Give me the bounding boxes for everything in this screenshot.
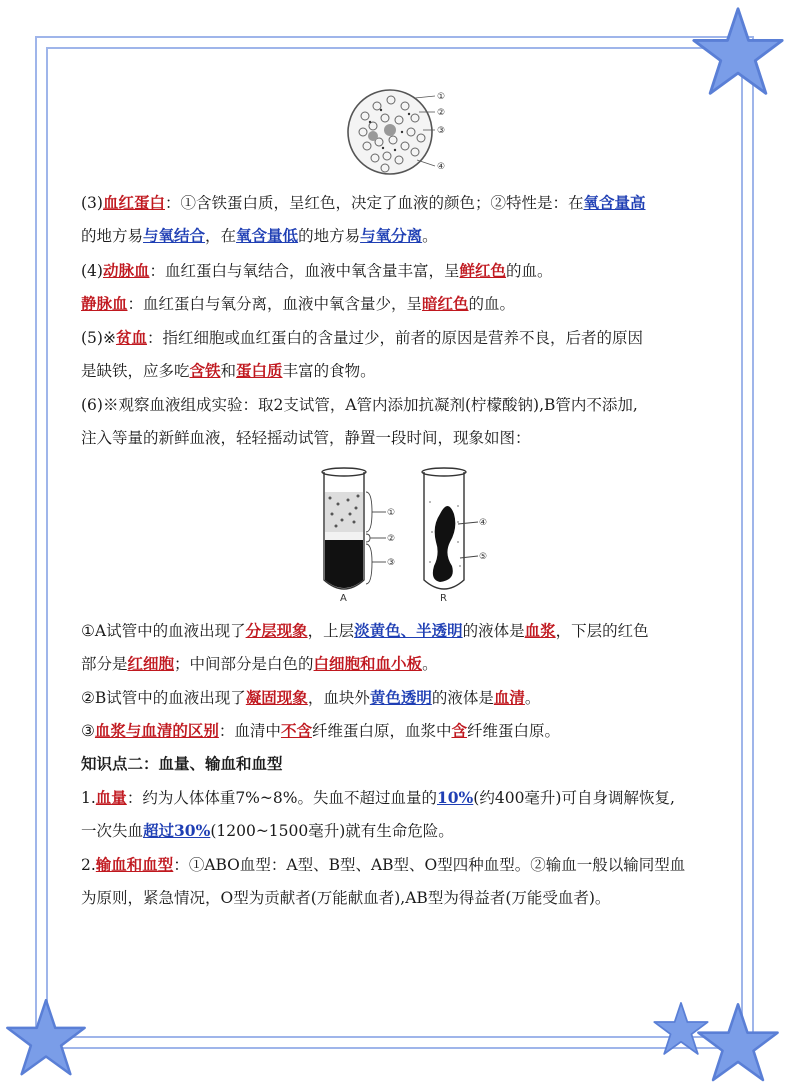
text-segment: (约400毫升)可自身调解恢复, [473, 789, 675, 807]
key-term: 红细胞 [127, 654, 175, 673]
text-segment: ，在 [205, 227, 237, 245]
text-segment: ：血红蛋白与氧分离，血液中氧含量少，呈 [127, 295, 423, 313]
text-segment: 注入等量的新鲜血液，轻轻摇动试管，静置一段时间，现象如图： [81, 429, 531, 447]
cell-label-1: ① [437, 92, 446, 102]
star-icon-bottom-left [4, 996, 88, 1080]
key-term: 血浆 [524, 621, 556, 640]
text-line-6 [81, 360, 376, 382]
text-segment: ；中间部分是白色的 [174, 655, 314, 673]
key-term: 静脉血 [81, 294, 128, 313]
text-line-5 [81, 327, 643, 349]
text-line-3 [81, 260, 553, 282]
text-segment: ：①含铁蛋白质，呈红色，决定了血液的颜色；②特性是：在 [164, 194, 584, 212]
tube-b-label-4: ④ [479, 518, 488, 528]
tube-b [422, 468, 466, 602]
tube-b-label: R [440, 593, 447, 602]
text-segment: 1. [81, 789, 96, 807]
text-segment: ，下层的红色 [555, 622, 649, 640]
tube-a [322, 468, 366, 602]
key-term: 血清 [493, 688, 525, 707]
key-term: 鲜红色 [459, 261, 507, 280]
text-segment: 的地方易 [298, 227, 361, 245]
text-segment: (1200~1500毫升)就有生命危险。 [210, 822, 454, 840]
text-line-1 [81, 192, 646, 214]
text-segment: 的血。 [506, 262, 553, 280]
text-segment: ②B试管中的血液出现了 [81, 689, 246, 707]
cell-label-3: ③ [437, 126, 446, 136]
key-term: 输血和血型 [95, 855, 174, 874]
cell-label-2: ② [437, 108, 446, 118]
text-line-4 [81, 293, 515, 315]
text-segment: ，血块外 [307, 689, 370, 707]
text-line-8 [81, 427, 531, 449]
text-segment: 为原则，紧急情况，O型为贡献者(万能献血者),AB型为得益者(万能受血者)。 [81, 889, 611, 907]
text-segment: ①A试管中的血液出现了 [81, 622, 246, 640]
text-segment: 。 [422, 227, 438, 245]
text-segment: (5)※ [81, 329, 116, 347]
key-term: 暗红色 [422, 294, 469, 313]
text-segment: 的液体是 [462, 622, 525, 640]
key-term: 分层现象 [245, 621, 308, 640]
text-line-7 [81, 394, 638, 416]
star-icon-top-right [690, 4, 786, 100]
tube-a-label: A [340, 593, 347, 602]
key-term: 10% [436, 788, 474, 807]
text-line-13 [81, 787, 675, 809]
text-segment: 是缺铁，应多吃 [81, 362, 190, 380]
tube-a-label-2: ② [387, 534, 396, 544]
key-term: 白细胞和血小板 [313, 654, 423, 673]
key-term: 血量 [95, 788, 127, 807]
key-term: 含铁 [189, 361, 221, 380]
text-segment: 纤维蛋白原。 [466, 722, 560, 740]
key-term: 与氧分离 [360, 226, 423, 245]
text-line-16 [81, 887, 610, 909]
star-icon-bottom-right-large [695, 1000, 781, 1086]
text-segment: 。 [524, 689, 541, 707]
text-segment: 。 [422, 655, 438, 673]
text-segment: (6)※观察血液组成实验：取2支试管，A管内添加抗凝剂(柠檬酸钠),B管内不添加, [81, 396, 638, 414]
key-term: 血浆与血清的区别 [94, 721, 219, 740]
text-segment: 一次失血 [81, 822, 144, 840]
key-term: 血红蛋白 [102, 193, 165, 212]
text-line-2 [81, 225, 438, 247]
text-segment: (4) [81, 262, 103, 280]
text-segment: ：血清中 [218, 722, 281, 740]
text-line-15 [81, 854, 685, 876]
key-term: 氧含量高 [583, 193, 646, 212]
text-line-10 [81, 653, 438, 675]
text-segment: ：指红细胞或血红蛋白的含量过少，前者的原因是营养不良，后者的原因 [146, 329, 643, 347]
text-segment: ：约为人体体重7%~8%。失血不超过血量的 [126, 789, 437, 807]
key-term: 凝固现象 [245, 688, 308, 707]
tube-a-label-3: ③ [387, 558, 396, 568]
text-segment: ：①ABO血型：A型、B型、AB型、O型四种血型。②输血一般以输同型血 [173, 856, 686, 874]
text-line-12 [81, 720, 560, 742]
key-term: 蛋白质 [236, 361, 283, 380]
text-segment: 的地方易 [81, 227, 144, 245]
test-tube-figure [312, 462, 502, 602]
text-segment: 纤维蛋白原，血浆中 [311, 722, 452, 740]
text-segment: ，上层 [307, 622, 355, 640]
text-segment: 的液体是 [431, 689, 494, 707]
heading-text: 知识点二：血量、输血和血型 [81, 754, 283, 773]
tube-a-label-1: ① [387, 508, 396, 518]
key-term: 贫血 [115, 328, 147, 347]
text-segment: 和 [220, 362, 237, 380]
text-line-14 [81, 820, 454, 842]
text-segment: 2. [81, 856, 96, 874]
key-term: 含 [451, 721, 467, 740]
key-term: 与氧结合 [143, 226, 206, 245]
key-term: 氧含量低 [236, 226, 299, 245]
key-term: 淡黄色、半透明 [354, 621, 463, 640]
key-term: 黄色透明 [369, 688, 432, 707]
text-segment: (3) [81, 194, 103, 212]
text-segment: 部分是 [81, 655, 128, 673]
blood-cell-figure [345, 86, 465, 178]
cell-label-4: ④ [437, 162, 446, 172]
text-segment: 的血。 [468, 295, 516, 313]
text-segment: ③ [81, 722, 95, 740]
key-term: 动脉血 [102, 261, 150, 280]
text-line-9 [81, 620, 649, 642]
key-term: 超过30% [143, 821, 211, 840]
text-line-11 [81, 687, 540, 709]
section-heading [81, 753, 283, 775]
key-term: 不含 [280, 721, 312, 740]
text-segment: 丰富的食物。 [282, 362, 376, 380]
text-segment: ：血红蛋白与氧结合，血液中氧含量丰富，呈 [149, 262, 460, 280]
tube-b-label-5: ⑤ [479, 552, 488, 562]
